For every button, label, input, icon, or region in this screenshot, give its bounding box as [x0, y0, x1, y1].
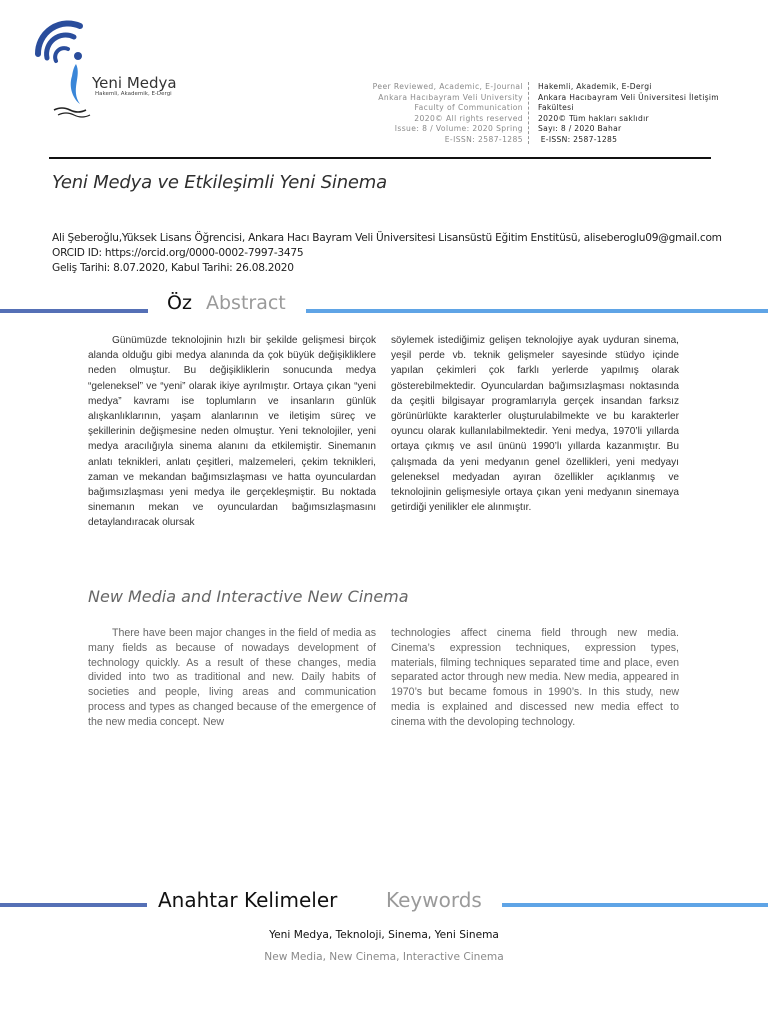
orcid-line: ORCID ID: https://orcid.org/0000-0002-7997-3475 — [52, 247, 304, 259]
info-en-line: Faculty of Communication — [414, 103, 523, 113]
keywords-bar-right — [502, 903, 768, 907]
info-tr-line: Sayı: 8 / 2020 Bahar — [538, 124, 622, 134]
section-title-keywords: Keywords — [386, 888, 482, 912]
dates-line: Geliş Tarihi: 8.07.2020, Kabul Tarihi: 26.08.2020 — [52, 262, 294, 274]
section-bar-right — [306, 309, 768, 313]
info-tr-line: Hakemli, Akademik, E-Dergi — [538, 82, 652, 91]
info-tr-line: E-ISSN: 2587-1285 — [538, 134, 618, 144]
article-title-english: New Media and Interactive New Cinema — [88, 587, 409, 606]
logo-subtitle: Hakemli, Akademik, E-Dergi — [95, 91, 172, 97]
oz-column-2: söylemek istediğimiz gelişen teknolojiye ayak uyduran sinema, yeşil perde vb. teknik gelişmeler sayesinde stüdyo içinde yapılan çekimleri çok farklı yerlerde yapılmış olarak gösterebilmektedir. Oyunculardan bağımsızlaşması noktasında da çeşitli bilgisayar programlarıyla gerçek insandan farksız görünürlükte karakterler oluşturulabilmekte ve bu karakterler oyuncu olarak kullanılabilmektedir. Yeni medya, 1970’li yıllarda ortaya çıkmış ve asıl ününü 1990’lı yıllarda kazanmıştır. Bu çalışmada da yeni medyanın genel özellikleri, yeni medyayı geleneksel medyadan ayıran özellikler açıklanmış ve teknolojinin gelişmesiyle ortaya çıkan yeni medyanın sinemaya getirdiği yenilikler ele alınmıştır. — [391, 335, 679, 514]
section-title-anahtar-kelimeler: Anahtar Kelimeler — [158, 888, 338, 912]
article-title-turkish: Yeni Medya ve Etkileşimli Yeni Sinema — [52, 172, 387, 193]
logo-title: Yeni Medya — [92, 74, 177, 92]
info-tr-line: 2020© Tüm hakları saklıdır — [538, 113, 649, 123]
info-en-line: Issue: 8 / Volume: 2020 Spring — [394, 124, 523, 134]
abstract-column-2: technologies affect cinema field through new media. Cinema’s expression techniques, expression types, materials, filming techniques separated time and place, even separated actor through new media. New media, appeared in 1970’s but became fomous in 1990’s. In this study, new media is explained and discessed new media effect to cinema with the devoloping technology. — [391, 627, 679, 728]
info-tr-line: Ankara Hacıbayram Veli Üniversitesi İletişim — [538, 92, 719, 102]
oz-column-1: Günümüzde teknolojinin hızlı bir şekilde gelişmesi birçok alanda olduğu gibi medya alanında da çok büyük değişikliklere neden olmuştur. Bu değişikliklerin sonucunda medya “geleneksel” ve “yeni” olarak ikiye ayrılmıştır. Ortaya çıkan “yeni medya” kavramı ise toplumların ve insanların günlük alışkanlıklarının, yaşam alanlarının ve iletişim süreç ve şekillerinin değişmesine neden olmuştur. Yeni teknolojiler, yeni medya aracılığıyla sinema alanını da etkilemiştir. Sinemanın anlatı teknikleri, anlatı çeşitleri, malzemeleri, çekim teknikleri, zaman ve mekandan bağımsızlaşması ve hatta oyunculardan bağımsızlaşması yeni medya ile gerçekleşmiştir. Bu noktada sinemanın mekan ve oyunculardan bağımsızlaşmasını detaylandıracak olursak — [88, 335, 376, 529]
author-block — [52, 231, 722, 276]
keywords-english: New Media, New Cinema, Interactive Cinema — [264, 951, 504, 963]
journal-logo-icon — [34, 20, 94, 120]
journal-info-english — [330, 82, 523, 146]
header-rule — [49, 157, 711, 159]
keywords-turkish: Yeni Medya, Teknoloji, Sinema, Yeni Sinema — [269, 929, 499, 941]
info-en-line: E-ISSN: 2587-1285 — [444, 134, 523, 144]
author-line: Ali Şeberoğlu,Yüksek Lisans Öğrencisi, Ankara Hacı Bayram Veli Üniversitesi Lisansüstü Eğitim Enstitüsü, aliseberoglu09@gmail.com — [52, 232, 722, 244]
info-divider — [528, 82, 529, 144]
info-en-line: Peer Reviewed, Academic, E-Journal — [372, 82, 523, 91]
keywords-bar-left — [0, 903, 147, 907]
info-en-line: Ankara Hacıbayram Veli University — [378, 92, 523, 102]
info-tr-line: Fakültesi — [538, 103, 574, 113]
section-title-oz: Öz — [167, 292, 192, 314]
journal-info-turkish — [538, 82, 719, 146]
section-bar-left — [0, 309, 148, 313]
abstract-column-1: There have been major changes in the field of media as many fields as because of nowadays development of technology quickly. As a result of these changes, media divided into two as traditional and new. Daily habits of societies and people, living areas and communication process and types as changed because of the emergence of the new media concept. New — [88, 627, 376, 728]
section-title-abstract: Abstract — [206, 292, 286, 314]
info-en-line: 2020© All rights reserved — [414, 113, 523, 123]
